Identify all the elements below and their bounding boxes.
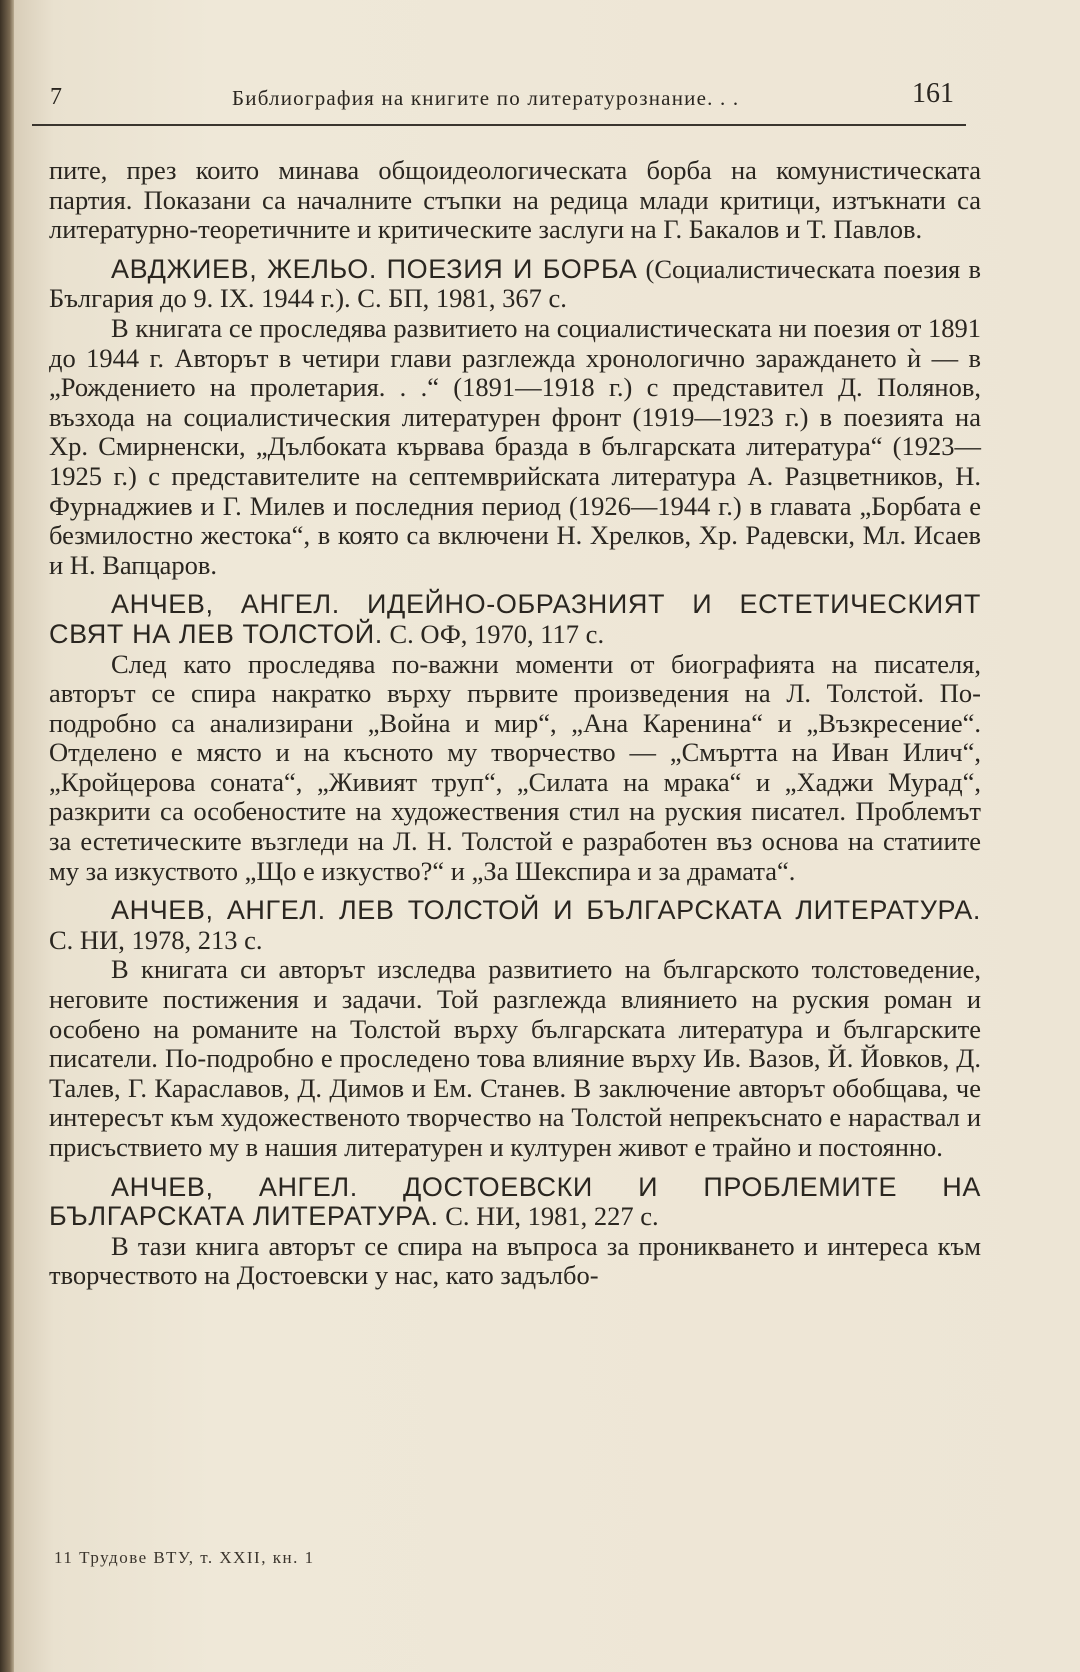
entry-annotation: В книгата си авторът изследва развитието на българското толстоведение, неговите постижения и задачи. Той разглежда влиянието на руския роман и особено на романите на Толстой върху българската литература и българските писатели. По-подробно е проследено това влияние върху Ив. Вазов, Й. Йовков, Д. Талев, Г. Караславов, Д. Димов и Ем. Станев. В заключение авторът обобщава, че интересът към художественото творчество на Толстой непрекъснато е нараствал и присъствието му в нашия литературен и културен живот е трайно и постоянно.	[49, 954, 981, 1162]
bibliography-entry	[49, 1173, 981, 1291]
bibliography-entry	[49, 896, 981, 1162]
entry-heading	[49, 896, 981, 955]
entry-annotation: След като проследява по-важни моменти от биографията на писателя, авторът се спира накратко върху първите произведения на Л. Толстой. По-подробно са анализирани „Война и мир“, „Ана Каренина“ и „Възкресение“. Отделено е място и на късното му творчество — „Смъртта на Иван Илич“, „Кройцерова соната“, „Живият труп“, „Силата на мрака“ и „Хаджи Мурад“, разкрити са особеностите на художествения стил на руския писател. Проблемът за естетическите възгледи на Л. Н. Толстой е разработен въз основа на статиите му за изкуството „Що е изкуство?“ и „За Шекспира и за драмата“.	[49, 648, 981, 886]
entry-heading	[49, 255, 981, 314]
entry-publication: С. НИ, 1978, 213 с.	[49, 924, 263, 955]
entry-annotation: В тази книга авторът се спира на въпроса за проникването и интереса към творчеството на Достоевски у нас, като задълбо-	[49, 1230, 981, 1291]
running-title: Библиография на книгите по литературознание. . .	[232, 86, 740, 110]
page	[14, 0, 1080, 1672]
entry-title: АНЧЕВ, АНГЕЛ. ДОСТОЕВСКИ И ПРОБЛЕМИТЕ НА БЪЛГАРСКАТА ЛИТЕРАТУРА.	[49, 1171, 981, 1232]
entry-title: АНЧЕВ, АНГЕЛ. ИДЕЙНО-ОБРАЗНИЯТ И ЕСТЕТИЧЕСКИЯТ СВЯТ НА ЛЕВ ТОЛСТОЙ.	[49, 589, 981, 649]
entry-annotation: В книгата се проследява развитието на социалистическата ни поезия от 1891 до 1944 г. Авторът в четири глави разглежда хронологично зараждането ѝ — в „Рождението на пролетария. . .“ (1891—1918 г.) с представител Д. Полянов, възхода на социалистическия литературен фронт (1919—1923 г.) в поезията на Хр. Смирненски, „Дълбоката кървава бразда в българската литература“ (1923—1925 г.) с представителите на септемврийската литература А. Разцветников, Н. Фурнаджиев и Г. Милев и последния период (1926—1944 г.) в главата „Борбата е безмилостно жестока“, в която са включени Н. Хрелков, Хр. Радевски, Мл. Исаев и Н. Вапцаров.	[49, 312, 981, 580]
entry-heading	[49, 1173, 981, 1232]
entry-publication: (Социалистическата поезия в България до 9. IX. 1944 г.). С. БП, 1981, 367 с.	[49, 253, 981, 314]
page-body	[49, 156, 981, 1291]
entry-heading	[49, 590, 981, 649]
section-number: 7	[50, 84, 62, 110]
running-header	[32, 74, 966, 126]
entry-title: АНЧЕВ, АНГЕЛ. ЛЕВ ТОЛСТОЙ И БЪЛГАРСКАТА ЛИТЕРАТУРА.	[111, 895, 981, 926]
intro-paragraph: пите, през които минава общоидеологическата борба на комунистическата партия. Показани са началните стъпки на редица млади критици, изтъкнати са литературно-теоретичните и критическите заслуги на Г. Бакалов и Т. Павлов.	[49, 155, 981, 245]
entry-publication: С. ОФ, 1970, 117 с.	[382, 618, 605, 649]
entry-title: АВДЖИЕВ, ЖЕЛЬО. ПОЕЗИЯ И БОРБА	[111, 253, 638, 284]
book-spine-shadow	[0, 0, 14, 1672]
bibliography-entry	[49, 590, 981, 886]
page-number: 161	[912, 78, 954, 109]
page-footer-signature: 11 Трудове ВТУ, т. XXII, кн. 1	[54, 1548, 315, 1567]
bibliography-entry	[49, 255, 981, 581]
entry-publication: С. НИ, 1981, 227 с.	[438, 1201, 659, 1232]
